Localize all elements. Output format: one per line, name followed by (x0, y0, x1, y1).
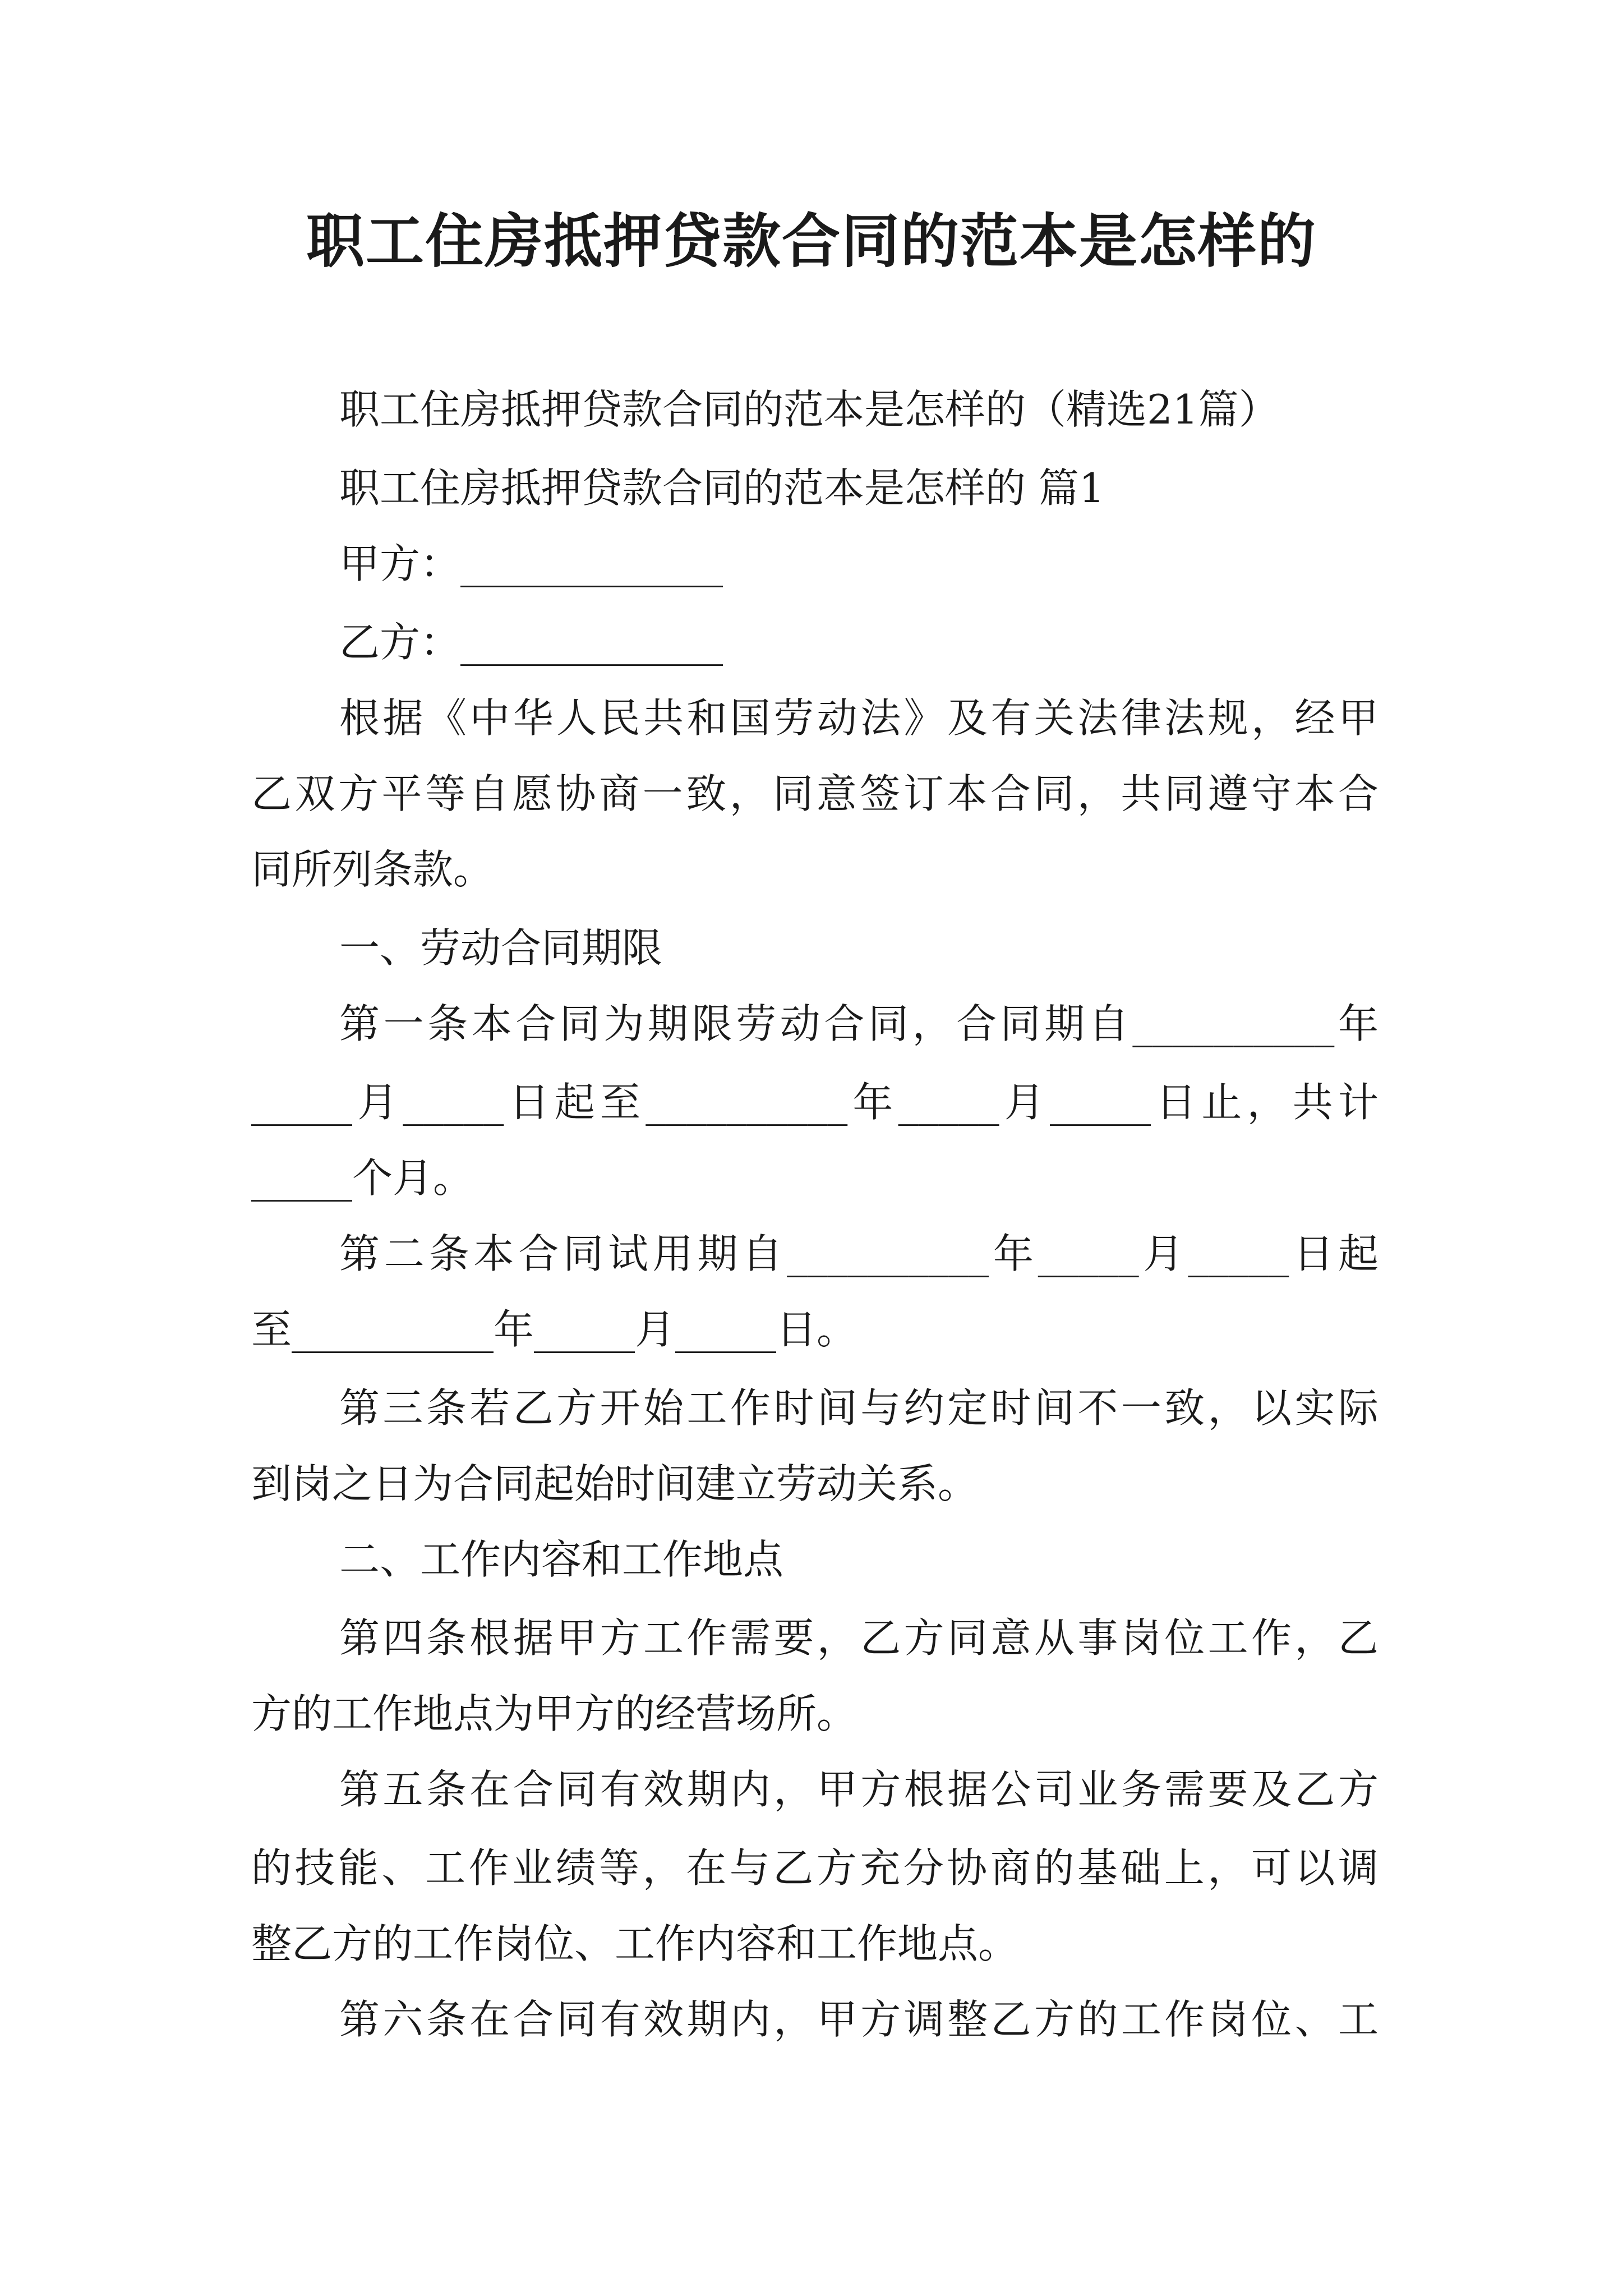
paragraph-line: 第三条若乙方开始工作时间与约定时间不一致，以实际 (339, 1384, 1378, 1432)
document-title: 职工住房抵押贷款合同的范本是怎样的 (306, 206, 1317, 275)
paragraph-line: 至__________年_____月_____日。 (251, 1306, 857, 1353)
paragraph-line: 整乙方的工作岗位、工作内容和工作地点。 (251, 1920, 1019, 1967)
paragraph-line: 的技能、工作业绩等，在与乙方充分协商的基础上，可以调 (251, 1844, 1378, 1892)
paragraph-line: 到岗之日为合同起始时间建立劳动关系。 (251, 1460, 979, 1507)
section-heading-line: 职工住房抵押贷款合同的范本是怎样的 篇1 (339, 464, 1105, 512)
section-heading-line: 一、劳动合同期限 (339, 924, 663, 972)
paragraph-line: 第一条本合同为期限劳动合同，合同期自__________年 (339, 1000, 1378, 1047)
paragraph-line: 方的工作地点为甲方的经营场所。 (251, 1690, 857, 1737)
party-b-line: 乙方：_____________ (339, 619, 723, 666)
party-a-line: 甲方：_____________ (339, 540, 723, 587)
paragraph-line: 第四条根据甲方工作需要，乙方同意从事岗位工作，乙 (339, 1614, 1378, 1662)
paragraph-line: 同所列条款。 (251, 846, 494, 893)
subtitle-line: 职工住房抵押贷款合同的范本是怎样的（精选21篇） (339, 386, 1279, 433)
paragraph-line: 乙双方平等自愿协商一致，同意签订本合同，共同遵守本合 (251, 770, 1378, 817)
paragraph-line: 第二条本合同试用期自__________年_____月_____日起 (339, 1230, 1378, 1277)
section-heading-line: 二、工作内容和工作地点 (339, 1536, 784, 1583)
paragraph-line: 根据《中华人民共和国劳动法》及有关法律法规，经甲 (339, 694, 1378, 742)
paragraph-line: _____个月。 (251, 1154, 474, 1202)
paragraph-line: 第六条在合同有效期内，甲方调整乙方的工作岗位、工 (339, 1996, 1378, 2043)
paragraph-line: 第五条在合同有效期内，甲方根据公司业务需要及乙方 (339, 1766, 1378, 1813)
paragraph-line: _____月_____日起至__________年_____月_____日止，共计 (251, 1079, 1378, 1126)
